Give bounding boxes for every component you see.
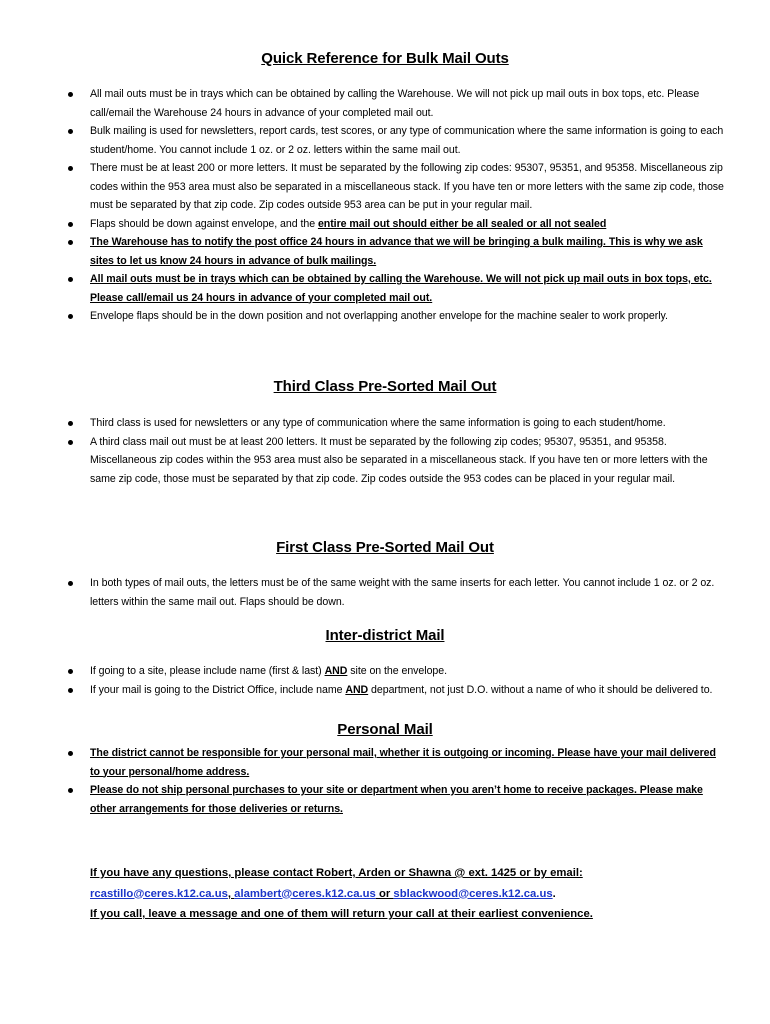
third-class-list [64, 414, 724, 488]
bullet-icon [68, 314, 73, 319]
bullet-icon [68, 222, 73, 227]
bullet-icon [68, 421, 73, 426]
list-item: Envelope flaps should be in the down position and not overlapping another envelope for the machine sealer to work properly. [64, 307, 724, 326]
list-item: Third class is used for newsletters or any type of communication where the same information is going to each student/home. [64, 414, 724, 433]
bullet-icon [68, 92, 73, 97]
list-item: All mail outs must be in trays which can be obtained by calling the Warehouse. We will not pick up mail outs in box tops, etc. Please call/email us 24 hours in advance of your completed mail out. [64, 270, 724, 307]
section-heading-inter-district: Inter-district Mail [325, 627, 445, 644]
section-heading-first-class: First Class Pre-Sorted Mail Out [276, 539, 494, 556]
contact-block [90, 863, 730, 925]
section-heading-personal: Personal Mail [337, 721, 433, 738]
email-end: . [552, 887, 556, 900]
first-class-list [64, 574, 724, 611]
list-item: The district cannot be responsible for your personal mail, whether it is outgoing or incoming. Please have your mail delivered to your personal/home address. [64, 744, 724, 781]
list-item: The Warehouse has to notify the post office 24 hours in advance that we will be bringing a bulk mailing. This is why we ask sites to let us know 24 hours in advance of bulk mailings. [64, 233, 724, 270]
email-link-rcastillo[interactable]: rcastillo@ceres.k12.ca.us [90, 887, 228, 900]
bullet-icon [68, 440, 73, 445]
bullet-icon [68, 788, 73, 793]
bullet-icon [68, 129, 73, 134]
bullet-icon [68, 240, 73, 245]
bullet-icon [68, 166, 73, 171]
list-item: There must be at least 200 or more letters. It must be separated by the following zip codes: 95307, 95351, and 95358. Miscellaneous zip codes within the 953 area must also be separated in a miscellaneous stack. If you have ten or more letters with the same zip code, those must be separated by that zip code. Zip codes outside 953 area can be put in your regular mail. [64, 159, 724, 215]
list-item: If going to a site, please include name (first & last) AND site on the envelope. [64, 662, 724, 681]
bullet-icon [68, 581, 73, 586]
list-item: All mail outs must be in trays which can be obtained by calling the Warehouse. We will not pick up mail outs in box tops, etc. Please call/email the Warehouse 24 hours in advance of your completed mail out. [64, 85, 724, 122]
bullet-icon [68, 277, 73, 282]
section-heading-third-class: Third Class Pre-Sorted Mail Out [273, 378, 497, 395]
bullet-icon [68, 688, 73, 693]
list-item: A third class mail out must be at least 200 letters. It must be separated by the following zip codes; 95307, 95351, and 95358. Miscellaneous zip codes within the 953 area must also be separated in a miscellaneous stack. If you have ten or more letters with the same zip code, those must be separated by that zip code. Zip codes outside the 953 codes can be placed in your regular mail. [64, 433, 724, 489]
email-line [90, 884, 730, 905]
callback-line: If you call, leave a message and one of them will return your call at their earliest convenience. [90, 908, 593, 920]
bullet-icon [68, 669, 73, 674]
email-separator: , [227, 887, 235, 900]
list-item: Bulk mailing is used for newsletters, report cards, test scores, or any type of communication where the same information is going to each student/home. You cannot include 1 oz. or 2 oz. letters within the same mail out. [64, 122, 724, 159]
inter-district-list [64, 662, 724, 699]
contact-line: If you have any questions, please contact Robert, Arden or Shawna @ ext. 1425 or by email: [90, 867, 583, 879]
personal-mail-list [64, 744, 724, 818]
list-item: In both types of mail outs, the letters must be of the same weight with the same inserts for each letter. You cannot include 1 oz. or 2 oz. letters within the same mail out. Flaps should be down. [64, 574, 724, 611]
list-item: Flaps should be down against envelope, and the entire mail out should either be all sealed or all not sealed [64, 215, 724, 234]
bullet-icon [68, 751, 73, 756]
email-link-sblackwood[interactable]: sblackwood@ceres.k12.ca.us [393, 887, 553, 900]
email-separator: or [375, 887, 394, 900]
page-title: Quick Reference for Bulk Mail Outs [261, 50, 509, 67]
bulk-mail-list [64, 85, 724, 326]
email-link-alambert[interactable]: alambert@ceres.k12.ca.us [234, 887, 376, 900]
list-item: Please do not ship personal purchases to your site or department when you aren’t home to receive packages. Please make other arrangements for those deliveries or returns. [64, 781, 724, 818]
list-item: If your mail is going to the District Office, include name AND department, not just D.O. without a name of who it should be delivered to. [64, 681, 724, 700]
